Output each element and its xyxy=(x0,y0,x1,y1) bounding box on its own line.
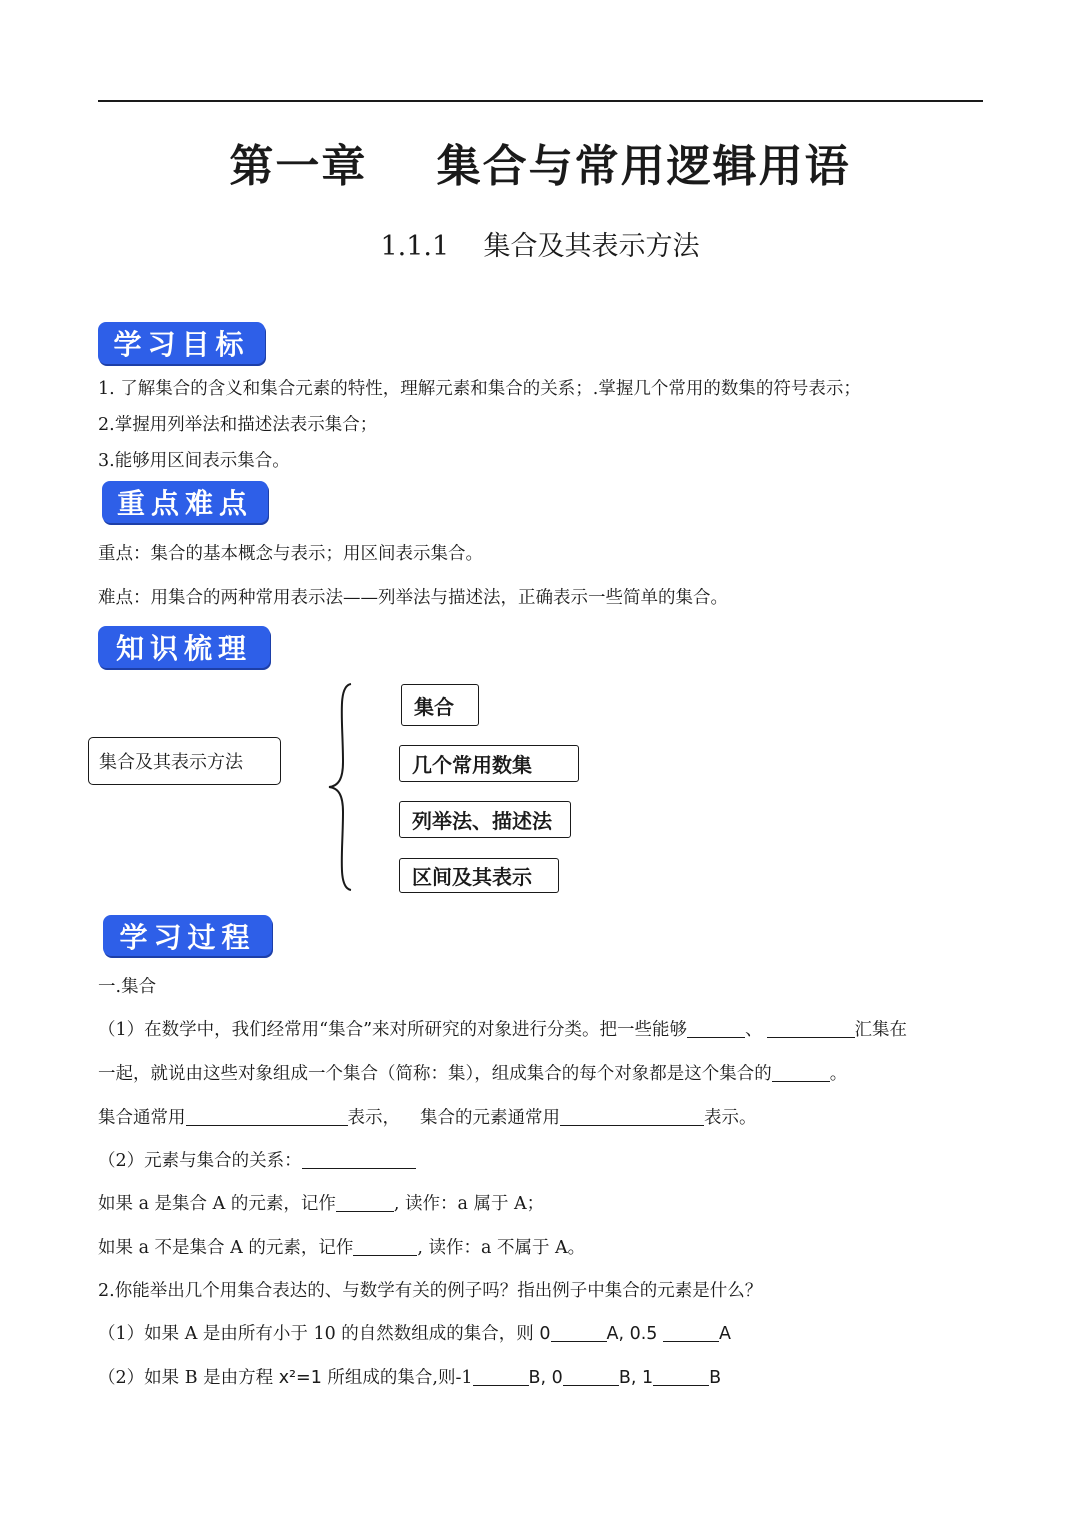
objective-item: 3.能够用区间表示集合。 xyxy=(98,451,290,471)
difficulty-text: 难点：用集合的两种常用表示法——列举法与描述法，正确表示一些简单的集合。 xyxy=(98,588,728,608)
paragraph-4: 如果 a 是集合 A 的元素，记作 , 读作：a 属于 A； xyxy=(98,1194,545,1214)
fill-blank[interactable] xyxy=(687,1020,745,1039)
mind-map-root: 集合及其表示方法 xyxy=(88,737,281,785)
fill-blank[interactable] xyxy=(563,1368,619,1387)
mind-node-set: 集合 xyxy=(401,684,479,726)
brace-icon xyxy=(325,682,357,892)
paragraph-3: （2）元素与集合的关系： xyxy=(98,1147,416,1172)
chapter-title: 第一章 集合与常用逻辑用语 xyxy=(229,141,851,192)
question-2: （2）如果 B 是由方程 x²=1 所组成的集合,则-1 B, 0 B, 1 B xyxy=(98,1368,722,1388)
fill-blank[interactable] xyxy=(663,1324,719,1343)
paragraph-5: 如果 a 不是集合 A 的元素，记作 , 读作：a 不属于 A。 xyxy=(98,1238,586,1258)
fill-blank[interactable] xyxy=(767,1020,855,1039)
paragraph-6: 2.你能举出几个用集合表达的、与数学有关的例子吗？指出例子中集合的元素是什么？ xyxy=(98,1281,763,1301)
knowledge-map-badge: 知识梳理 xyxy=(98,626,270,668)
mind-node-intervals: 区间及其表示 xyxy=(399,858,559,893)
process-heading: 一.集合 xyxy=(98,977,157,997)
objective-item: 1. 了解集合的含义和集合元素的特性，理解元素和集合的关系；.掌握几个常用的数集的符号表示； xyxy=(98,379,861,399)
mind-node-methods: 列举法、描述法 xyxy=(399,801,571,838)
fill-blank[interactable] xyxy=(772,1064,830,1083)
paragraph-2: 集合通常用 表示， 集合的元素通常用 表示。 xyxy=(98,1108,757,1128)
section-title: 1.1.1 集合及其表示方法 xyxy=(380,231,700,262)
top-rule xyxy=(98,100,983,102)
mind-node-number-sets: 几个常用数集 xyxy=(399,745,579,782)
fill-blank[interactable] xyxy=(186,1108,348,1127)
fill-blank[interactable] xyxy=(551,1324,607,1343)
paragraph-1a: （1）在数学中，我们经常用“集合”来对所研究的对象进行分类。把一些能够 、 汇集在 xyxy=(98,1020,908,1040)
key-points-badge: 重点难点 xyxy=(102,481,268,523)
fill-blank[interactable] xyxy=(353,1238,417,1257)
fill-blank[interactable] xyxy=(336,1194,394,1213)
fill-blank[interactable] xyxy=(302,1151,416,1170)
question-1: （1）如果 A 是由所有小于 10 的自然数组成的集合，则 0 A, 0.5 A xyxy=(98,1324,731,1344)
focus-text: 重点：集合的基本概念与表示；用区间表示集合。 xyxy=(98,544,483,564)
fill-blank[interactable] xyxy=(473,1368,529,1387)
fill-blank[interactable] xyxy=(560,1108,704,1127)
objectives-badge: 学习目标 xyxy=(98,322,265,364)
process-badge: 学习过程 xyxy=(103,915,272,956)
objective-item: 2.掌握用列举法和描述法表示集合； xyxy=(98,415,378,435)
paragraph-1b: 一起，就说由这些对象组成一个集合（简称：集），组成集合的每个对象都是这个集合的 。 xyxy=(98,1064,848,1084)
fill-blank[interactable] xyxy=(653,1368,709,1387)
